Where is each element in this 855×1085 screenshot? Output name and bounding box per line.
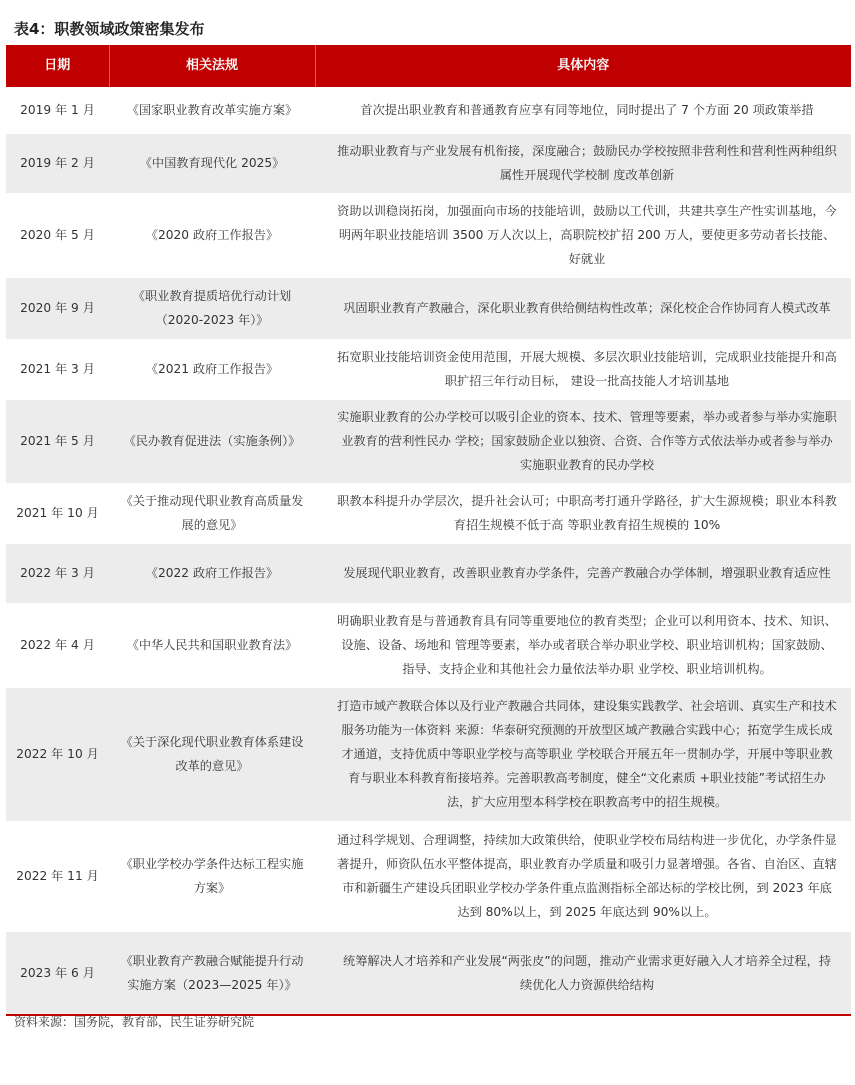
row-date: 2022 年 3 月 [6, 543, 109, 603]
table-row [6, 821, 851, 931]
table-row [6, 277, 851, 339]
row-date: 2022 年 4 月 [6, 603, 109, 687]
table-row [6, 931, 851, 1015]
row-content: 拓宽职业技能培训资金使用范围，开展大规模、多层次职业技能培训，完成职业技能提升和高职扩招三年行动目标， 建设一批高技能人才培训基地 [315, 339, 851, 399]
row-law: 《中国教育现代化 2025》 [109, 133, 315, 193]
row-date: 2020 年 5 月 [6, 193, 109, 277]
row-law: 《2021 政府工作报告》 [109, 339, 315, 399]
row-content: 资助以训稳岗拓岗，加强面向市场的技能培训，鼓励以工代训，共建共享生产性实训基地，今明两年职业技能培训 3500 万人次以上，高职院校扩招 200 万人，要使更多劳动者长技能、好就业 [315, 193, 851, 277]
table-row [6, 483, 851, 543]
table-row [6, 87, 851, 133]
header-law: 相关法规 [109, 45, 315, 87]
row-content: 通过科学规划、合理调整，持续加大政策供给，使职业学校布局结构进一步优化，办学条件显著提升，师资队伍水平整体提高，职业教育办学质量和吸引力显著增强。各省、自治区、直辖市和新疆生产建设兵团职业学校办学条件重点监测指标全部达标的学校比例，到 2023 年底达到 80%以上，到 2025 年底达到 90%以上。 [315, 821, 851, 931]
row-law: 《国家职业教育改革实施方案》 [109, 87, 315, 133]
table-row [6, 193, 851, 277]
row-date: 2021 年 10 月 [6, 483, 109, 543]
row-content: 巩固职业教育产教融合，深化职业教育供给侧结构性改革；深化校企合作协同育人模式改革 [315, 277, 851, 339]
table-row [6, 543, 851, 603]
table-row [6, 399, 851, 483]
row-law: 《职业教育产教融合赋能提升行动实施方案（2023—2025 年）》 [109, 931, 315, 1015]
row-date: 2021 年 3 月 [6, 339, 109, 399]
row-content: 统筹解决人才培养和产业发展“两张皮”的问题，推动产业需求更好融入人才培养全过程，持续优化人力资源供给结构 [315, 931, 851, 1015]
row-law: 《2020 政府工作报告》 [109, 193, 315, 277]
row-law: 《2022 政府工作报告》 [109, 543, 315, 603]
table-row [6, 339, 851, 399]
row-content: 发展现代职业教育，改善职业教育办学条件，完善产教融合办学体制，增强职业教育适应性 [315, 543, 851, 603]
row-date: 2022 年 10 月 [6, 687, 109, 821]
table-row [6, 133, 851, 193]
row-law: 《关于推动现代职业教育高质量发展的意见》 [109, 483, 315, 543]
row-date: 2019 年 2 月 [6, 133, 109, 193]
table-header-row [6, 45, 851, 87]
table-row [6, 687, 851, 821]
row-date: 2023 年 6 月 [6, 931, 109, 1015]
row-law: 《职业教育提质培优行动计划 （2020-2023 年）》 [109, 277, 315, 339]
header-content: 具体内容 [315, 45, 851, 87]
header-date: 日期 [6, 45, 109, 87]
row-law: 《中华人民共和国职业教育法》 [109, 603, 315, 687]
policy-table [6, 45, 851, 1016]
row-date: 2021 年 5 月 [6, 399, 109, 483]
row-content: 实施职业教育的公办学校可以吸引企业的资本、技术、管理等要素，举办或者参与举办实施职业教育的营利性民办 学校；国家鼓励企业以独资、合资、合作等方式依法举办或者参与举办实施职业教育的民办学校 [315, 399, 851, 483]
source-note: 资料来源：国务院，教育部，民生证券研究院 [14, 1015, 255, 1029]
row-date: 2020 年 9 月 [6, 277, 109, 339]
row-content: 明确职业教育是与普通教育具有同等重要地位的教育类型；企业可以利用资本、技术、知识、设施、设备、场地和 管理等要素，举办或者联合举办职业学校、职业培训机构；国家鼓励、指导、支持企业和其他社会力量依法举办职 业学校、职业培训机构。 [315, 603, 851, 687]
row-content: 打造市域产教联合体以及行业产教融合共同体，建设集实践教学、社会培训、真实生产和技术服务功能为一体资料 来源：华泰研究预测的开放型区域产教融合实践中心；拓宽学生成长成才通道，支持优质中等职业学校与高等职业 学校联合开展五年一贯制办学，开展中等职业教育与职业本科教育衔接培养。完善职教高考制度，健全“文化素质 +职业技能”考试招生办法，扩大应用型本科学校在职教高考中的招生规模。 [315, 687, 851, 821]
row-content: 推动职业教育与产业发展有机衔接，深度融合；鼓励民办学校按照非营利性和营利性两种组织属性开展现代学校制 度改革创新 [315, 133, 851, 193]
row-date: 2019 年 1 月 [6, 87, 109, 133]
row-law: 《关于深化现代职业教育体系建设改革的意见》 [109, 687, 315, 821]
row-content: 首次提出职业教育和普通教育应享有同等地位，同时提出了 7 个方面 20 项政策举措 [315, 87, 851, 133]
table-title: 表4：职教领域政策密集发布 [14, 20, 205, 38]
table-row [6, 603, 851, 687]
row-law: 《民办教育促进法（实施条例）》 [109, 399, 315, 483]
row-content: 职教本科提升办学层次，提升社会认可；中职高考打通升学路径，扩大生源规模；职业本科教育招生规模不低于高 等职业教育招生规模的 10% [315, 483, 851, 543]
row-date: 2022 年 11 月 [6, 821, 109, 931]
row-law: 《职业学校办学条件达标工程实施方案》 [109, 821, 315, 931]
